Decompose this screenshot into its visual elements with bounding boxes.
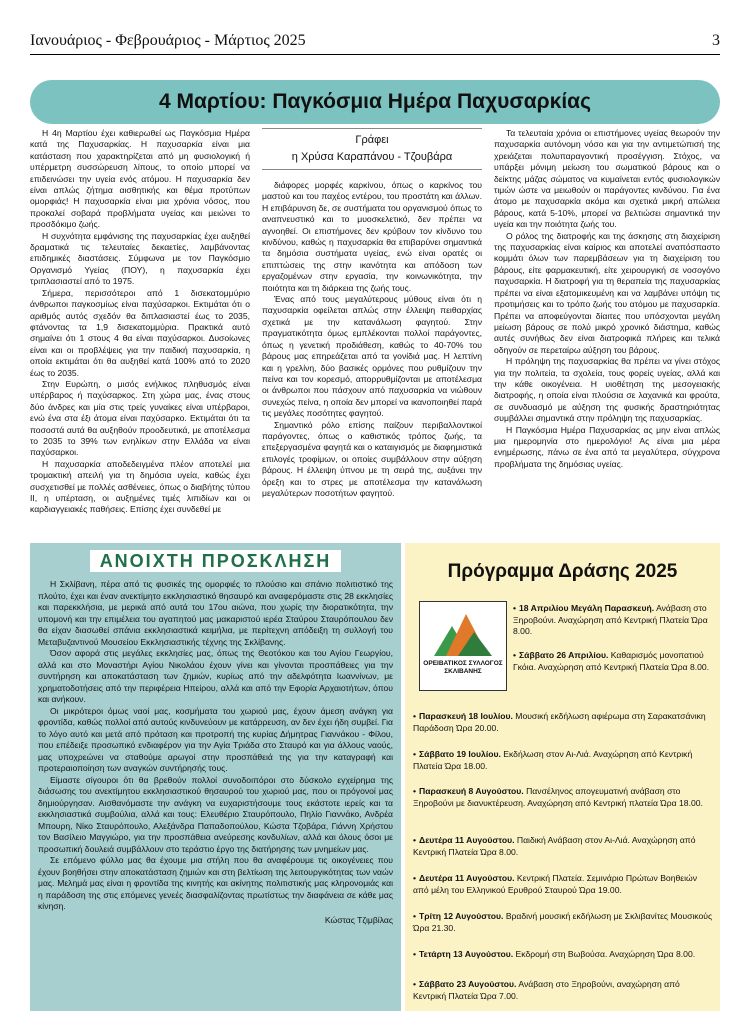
invitation-paragraph: Η Σκλίβανη, πέρα από τις φυσικές της ομορφιές το πλούσιο και σπάνιο πολιτιστικό της πλούτο, έχει και έναν ανεκτίμητο εκκλησιαστικό θησαυρό και αναφερόμαστε στις 28 εκκλησίες και παρεκκλήσια, με μερικά από αυτά του 17ου αιώνα, που χωρίς την διορατικότητα, την υπομονή και την επιμέλεια του αγαπητού μας μακαριστού ιερέα Σταύρου Σταυρόπουλου δεν θα είχαν διασωθεί σπάνια εκκλησιαστικά κειμήλια, με περίτεχνη απόδειξη τη συλλογή του Μεταβυζαντινού Μουσείου Εκκλησιαστικής τέχνης της Σκλίβανης.: [38, 579, 393, 647]
invitation-paragraph: Οι μικρότεροι όμως ναοί μας, κοσμήματα του χωριού μας, έχουν άμεση ανάγκη για φροντίδα, καθώς πολλοί από αυτούς κινδυνεύουν με κατάρρευση, αν δεν έχει ήδη συμβεί. Για το λόγο αυτό και μετά από πρόταση και προτροπή της κυρίας Δήμητρας Γιαννάκου - Φίλου, που επέδειξε προσωπικό ενδιαφέρον για την Αγία Τριάδα στο Σταυρό και για άλλους ναούς, μας υποχρεώνει να σταθούμε αρωγοί στην προσπάθειά της για την καταγραφή και προτεραιοποίηση των αναγκών συντήρησής τους.: [38, 705, 393, 773]
article-column-3: [494, 128, 720, 470]
club-logo: [419, 601, 507, 691]
event-date: Σάββατο 26 Απριλίου.: [519, 650, 609, 660]
event-date: Παρασκευή 8 Αυγούστου.: [419, 786, 524, 796]
article-paragraph: Σημαντικό ρόλο επίσης παίζουν περιβαλλοντικοί παράγοντες, όπως ο καθιστικός τρόπος ζωής, τα επεξεργασμένα φαγητά και ο καταιγισμός με διαφημιστικά επιλογές τροφίμων, οι οποίες συμβάλλουν στην αύξηση βάρους. Η έλλειψη ύπνου με τη σειρά της, αυξάνει την όρεξη και το στρες με αποτέλεσμα την κατανάλωση μεγαλύτερων ποσοτήτων φαγητού.: [262, 419, 482, 498]
event-date: Δευτέρα 11 Αυγούστου.: [419, 873, 515, 883]
event-text: Εκδήλωση στον Αι-Λιά. Αναχώρηση από Κεντρική Πλατεία Ώρα 18.00.: [413, 749, 693, 771]
invitation-paragraph: Σε επόμενο φύλλο μας θα έχουμε μια στήλη που θα αναφέρουμε τις οικογένειες που έχουν βοηθήσει στην αποκατάσταση ζημιών και στη βελτίωση της λειτουργικότητας των ναών μας. Μελημά μας είναι η φροντίδα της κινητής και ακίνητης πολιτιστικής μας κληρονομιάς και η παράδοση της στις επόμενες γενεές διασφαλίζοντας πρωτίστως την διαφάνεια σε κάθε μας κίνηση.: [38, 855, 393, 911]
event-date: Τρίτη 12 Αυγούστου.: [419, 911, 504, 921]
program-event: • Τετάρτη 13 Αυγούστου. Εκδρομή στη Βωβούσα. Αναχώρηση Ώρα 8.00.: [413, 949, 696, 959]
article-paragraph: Η συχνότητα εμφάνισης της παχυσαρκίας έχει αυξηθεί δραματικά τις τελευταίες δεκαετίες, λαμβάνοντας επιδημικές διαστάσεις. Σύμφωνα με τον Παγκόσμιο Οργανισμό Υγείας (ΠΟΥ), η παχυσαρκία έχει τριπλασιαστεί από το 1975.: [30, 230, 250, 287]
article-paragraph: Η παχυσαρκία αποδεδειγμένα πλέον αποτελεί μια τρομακτική απειλή για τη δημόσια υγεία, καθώς έχει συσχετισθεί με πολλές ασθένειες, όπως ο διαβήτης τύπου ΙΙ, η υπέρταση, οι αυξημένες τιμές λιπιδίων και οι καρδιαγγειακές παθήσεις. Επίσης έχει συνδεθεί με: [30, 458, 250, 515]
event-text: Κεντρική Πλατεία. Σεμινάριο Πρώτων Βοηθειών από μέλη του Ελληνικού Ερυθρού Σταυρού Ώρα 19.00.: [413, 873, 698, 895]
event-date: Τετάρτη 13 Αυγούστου.: [419, 949, 514, 959]
logo-text-line2: ΣΚΛΙΒΑΝΗΣ: [444, 668, 482, 675]
article-paragraph: Η πρόληψη της παχυσαρκίας θα πρέπει να γίνει στόχος για την πολιτεία, τα σχολεία, τους φορείς υγείας, αλλά και την κάθε οικογένεια. Η υιοθέτηση της μεσογειακής διατροφής, η οποία είναι πλούσια σε λαχανικά και φρούτα, σε συνδυασμό με αύξηση της φυσικής δραστηριότητας συμβάλλει σημαντικά στην πρόληψη της παχυσαρκίας.: [494, 356, 720, 424]
program-event: • 18 Απριλίου Μεγάλη Παρασκευή. Ανάβαση στο Ξηροβούνι. Αναχώρηση από Κεντρική Πλατεία Ώρα 8.00.: [513, 603, 708, 636]
program-event: • Τρίτη 12 Αυγούστου. Βραδινή μουσική εκδήλωση με Σκλιβανίτες Μουσικούς Ώρα 21.30.: [413, 911, 713, 933]
article-paragraph: Τα τελευταία χρόνια οι επιστήμονες υγείας θεωρούν την παχυσαρκία αυτόνομη νόσο και για την αντιμετώπισή της χρειάζεται πολυπαραγοντική προσέγγιση. Στόχος, να υπάρξει μόνιμη μείωση του σωματικού βάρους και ο δείκτης μάζας σώματος να κυμαίνεται εντός φυσιολογικών τιμών ώστε να μειωθούν οι παράγοντες κινδύνου. Για ένα άτομο με παχυσαρκία ακόμα και σχετικά μικρή απώλεια βάρους, κατά 5-10%, μπορεί να βελτιώσει σημαντικά την υγεία και την ποιότητα ζωής του.: [494, 128, 720, 230]
event-text: Καθαρισμός μονοπατιού Γκόια. Αναχώρηση από Κεντρική Πλατεία Ώρα 8.00.: [513, 650, 710, 672]
program-event: • Παρασκευή 8 Αυγούστου. Πανσέληνος απογευματινή ανάβαση στο Ξηροβούνι με διανυκτέρευση. Αναχώρηση από Κεντρική πλατεία Ώρα 18.00.: [413, 786, 703, 808]
article-paragraph: Ο ρόλος της διατροφής και της άσκησης στη διαχείριση της παχυσαρκίας είναι καίριος και αποτελεί αναπόσπαστο κομμάτι όλων των παρεμβάσεων για τη διαχείριση του βάρους, είτε φαρμακευτική, είτε χειρουργική σε νοσογόνο παχυσαρκία. Η διατροφή για τη θεραπεία της παχυσαρκίας πρέπει να είναι εξατομικευμένη και να λαμβάνει υπόψη τις προτιμήσεις και το τρόπο ζωής του ατόμου με παχυσαρκία. Πρέπει να αποφεύγονται δίαιτες που υπόσχονται μεγάλη μείωση βάρους σε πολύ μικρό χρονικό διάστημα, καθώς αυτές συνήθως δεν είναι διατροφικά πλήρεις και τελικά οδηγούν σε περεταίρω αύξηση του βάρους.: [494, 230, 720, 355]
article-paragraph: Σήμερα, περισσότεροι από 1 δισεκατομμύριο άνθρωποι παγκοσμίως είναι παχύσαρκοι. Εκτιμάται ότι ο αριθμός αυτός σχεδόν θα διπλασιαστεί έως το 2035, φτάνοντας τα 1,9 δισεκατομμύρια. Πρακτικά αυτό σημαίνει ότι 1 στους 4 θα είναι παχύσαρκοι. Δυσοίωνες είναι και οι προβλέψεις για την παιδική παχυσαρκία, η οποία εκτιμάται ότι θα αυξηθεί κατά 100% από το 2020 έως το 2035.: [30, 287, 250, 378]
program-event: • Παρασκευή 18 Ιουλίου. Μουσική εκδήλωση αφιέρωμα στη Σαρακατσάνικη Παράδοση Ώρα 20.00.: [413, 711, 706, 733]
byline-author: η Χρύσα Καραπάνου - Τζουβάρα: [291, 151, 453, 163]
event-date: Παρασκευή 18 Ιουλίου.: [419, 711, 513, 721]
invitation-paragraph: Είμαστε σίγουροι ότι θα βρεθούν πολλοί συνοδοιπόροι στο δύσκολο εγχείρημα της διάσωσης του ανεκτίμητου εκκλησιαστικού θησαυρού του χωριού μας, που οι πρόγονοί μας δημιούργησαν. Αισθανόμαστε την ανάγκη να ευχαριστήσουμε τους εκάστοτε ιερείς και τα εκκλησιαστικά συμβούλια, αλλά και τους: Ελευθέριο Σταυρόπουλο, Πηλίο Γιαννάκο, Ανδρέα Μπουρη, Νίκο Σταυρόπουλο, Αλεξάνδρα Παπαδοπούλου, Κώστα Τζοβάρα, Γιάννη Χρήστου τον Βασίλειο Μαγγιώρο, για την προσπάθεια ανεύρεσης κονδυλίων, αλλά και όλους όσοι με προσωπική δουλειά συμβάλλουν στο τεράστιο έργο της διατήρησης των μνημείων μας.: [38, 774, 393, 854]
article-column-1: [30, 128, 250, 516]
program-event: • Σάββατο 26 Απριλίου. Καθαρισμός μονοπατιού Γκόια. Αναχώρηση από Κεντρική Πλατεία Ώρα 8.00.: [513, 650, 710, 672]
program-title: Πρόγραμμα Δράσης 2025: [447, 561, 678, 582]
event-text: Παιδική Ανάβαση στον Αι-Λιά. Αναχώρηση από Κεντρική Πλατεία Ώρα 8.00.: [413, 835, 696, 857]
page-number: 3: [712, 32, 720, 49]
invitation-body: [38, 579, 393, 926]
article-paragraph: Η Παγκόσμια Ημέρα Παχυσαρκίας ας μην είναι απλώς μια ημερομηνία στο ημερολόγιο! Ας είναι μια μέρα ενημέρωσης, πάνω σε ένα από τα μεγαλύτερα, σύγχρονα προβλήματα της δημόσιας υγείας.: [494, 424, 720, 469]
logo-text-line1: ΟΡΕΙΒΑΤΙΚΟΣ ΣΥΛΛΟΓΟΣ: [423, 660, 503, 667]
action-program-box: [405, 543, 720, 1011]
article-paragraph: Στην Ευρώπη, ο μισός ενήλικος πληθυσμός είναι υπέρβαρος ή παχύσαρκος. Στη χώρα μας, ένας στους δύο άνδρες και μία στις τρείς γυναίκες είναι υπέρβαροι, ενώ ένα στα έξι άτομα είναι παχύσαρκο. Εκτιμάται ότι τα ποσοστά αυτά θα αυξηθούν προοδευτικά, με αποτέλεσμα το 2035 το 39% των ενηλίκων στην Ελλάδα να είναι παχύσαρκοι.: [30, 378, 250, 458]
event-text: Εκδρομή στη Βωβούσα. Αναχώρηση Ώρα 8.00.: [515, 949, 696, 959]
program-event: • Δευτέρα 11 Αυγούστου. Παιδική Ανάβαση στον Αι-Λιά. Αναχώρηση από Κεντρική Πλατεία Ώρα 8.00.: [413, 835, 696, 857]
invitation-paragraph: Όσον αφορά στις μεγάλες εκκλησίες μας, όπως της Θεοτόκου και του Αγίου Γεωργίου, αλλά και στο Μοναστήρι Αγίου Νικολάου έχουν γίνει και γίνονται προσπάθειες για την συντήρηση και αποκατάσταση των ζημιών, κυρίως από την αδελφότητα Ιωαννίνων, με χρηματοδοτήσεις από την περιφέρεια Ηπείρου, αλλά και από την Εφορία Αρχαιοτήτων, όπου και ανήκουν.: [38, 648, 393, 704]
event-text: Βραδινή μουσική εκδήλωση με Σκλιβανίτες Μουσικούς Ώρα 21.30.: [413, 911, 713, 933]
byline: [262, 128, 482, 170]
article-paragraph: Ένας από τους μεγαλύτερους μύθους είναι ότι η παχυσαρκία οφείλεται απλώς στην έλλειψη πειθαρχίας σχετικά με την κατανάλωση φαγητού. Στην πραγματικότητα όμως εμπλέκονται πολλοί παράγοντες, όπως η γενετική προδιάθεση, καθώς το 40-70% του βάρους μας επηρεάζεται από τα γονίδιά μας. Η λεπτίνη και η γρελίνη, δύο βασικές ορμόνες που ρυθμίζουν την πείνα και τον κορεσμό, απορρυθμίζονται με αποτέλεσμα οι άνθρωποι που πάσχουν από παχυσαρκία να νιώθουν συνεχώς πείνα, η οποία δεν μπορεί να ικανοποιηθεί παρά τις μεγάλες ποσότητες φαγητού.: [262, 294, 482, 419]
invitation-title: ΑΝΟΙΧΤΗ ΠΡΟΣΚΛΗΣΗ: [90, 550, 342, 572]
article-paragraph: Η 4η Μαρτίου έχει καθιερωθεί ως Παγκόσμια Ημέρα κατά της Παχυσαρκίας. Η παχυσαρκία είναι μια κατάσταση που χαρακτηρίζεται από μη φυσιολογική ή υπέρμετρη συσσώρευση λίπους, το οποίο μπορεί να επιδεινώσει την υγεία ενός ατόμου. Η παχυσαρκία δεν είναι απλώς ζήτημα αισθητικής και θέμα προτύπων ομορφιάς! Η παχυσαρκία είναι μια χρόνια νόσος, που προκαλεί σοβαρά προβλήματα υγείας και μειώνει το προσδόκιμο ζωής.: [30, 128, 250, 230]
program-event: • Δευτέρα 11 Αυγούστου. Κεντρική Πλατεία. Σεμινάριο Πρώτων Βοηθειών από μέλη του Ελληνικού Ερυθρού Σταυρού Ώρα 19.00.: [413, 873, 698, 895]
article-title: 4 Μαρτίου: Παγκόσμια Ημέρα Παχυσαρκίας: [30, 80, 720, 124]
event-text: Μουσική εκδήλωση αφιέρωμα στη Σαρακατσάνικη Παράδοση Ώρα 20.00.: [413, 711, 706, 733]
event-text: Πανσέληνος απογευματινή ανάβαση στο Ξηροβούνι με διανυκτέρευση. Αναχώρηση από Κεντρική πλατεία Ώρα 18.00.: [413, 786, 703, 808]
program-event: • Σάββατο 23 Αυγούστου. Ανάβαση στο Ξηροβούνι, αναχώρηση από Κεντρική Πλατεία Ώρα 7.00.: [413, 979, 680, 1001]
event-date: Δευτέρα 11 Αυγούστου.: [419, 835, 515, 845]
event-text: Ανάβαση στο Ξηροβούνι. Αναχώρηση από Κεντρική Πλατεία Ώρα 8.00.: [513, 603, 708, 636]
mountain-icon: [432, 608, 494, 658]
event-date: Σάββατο 19 Ιουλίου.: [419, 749, 501, 759]
open-invitation-box: [30, 543, 401, 1011]
invitation-signature: Κώστας Τζιμβίλας: [324, 914, 393, 925]
article-column-2: [262, 128, 482, 499]
issue-date: Ιανουάριος - Φεβρουάριος - Μάρτιος 2025: [30, 32, 306, 49]
article-paragraph: διάφορες μορφές καρκίνου, όπως ο καρκίνος του μαστού και του παχέος εντέρου, του προστάτη και άλλων. Η επιβάρυνση δε, σε συστήματα του οργανισμού όπως το αναπνευστικό και το μυοσκελετικό, δεν πρέπει να αγνοηθεί. Οι επιστήμονες δεν κρύβουν τον κίνδυνο του κινδύνου, καθώς η παχυσαρκία θα επιβαρύνει σημαντικά τα δημόσια συστήματα υγείας, ενώ είναι ορατές οι επιπτώσεις της στην ικανότητα και απόδοση των εργαζομένων στην εργασία, την κοινωνικότητα, την ποιότητα και τη διάρκεια της ζωής τους.: [262, 180, 482, 293]
event-date: Σάββατο 23 Αυγούστου.: [419, 979, 517, 989]
byline-label: Γράφει: [355, 134, 389, 146]
event-text: Ανάβαση στο Ξηροβούνι, αναχώρηση από Κεντρική Πλατεία Ώρα 7.00.: [413, 979, 680, 1001]
program-event: • Σάββατο 19 Ιουλίου. Εκδήλωση στον Αι-Λιά. Αναχώρηση από Κεντρική Πλατεία Ώρα 18.00.: [413, 749, 693, 771]
page-header: [30, 30, 720, 55]
event-date: 18 Απριλίου Μεγάλη Παρασκευή.: [519, 603, 655, 613]
